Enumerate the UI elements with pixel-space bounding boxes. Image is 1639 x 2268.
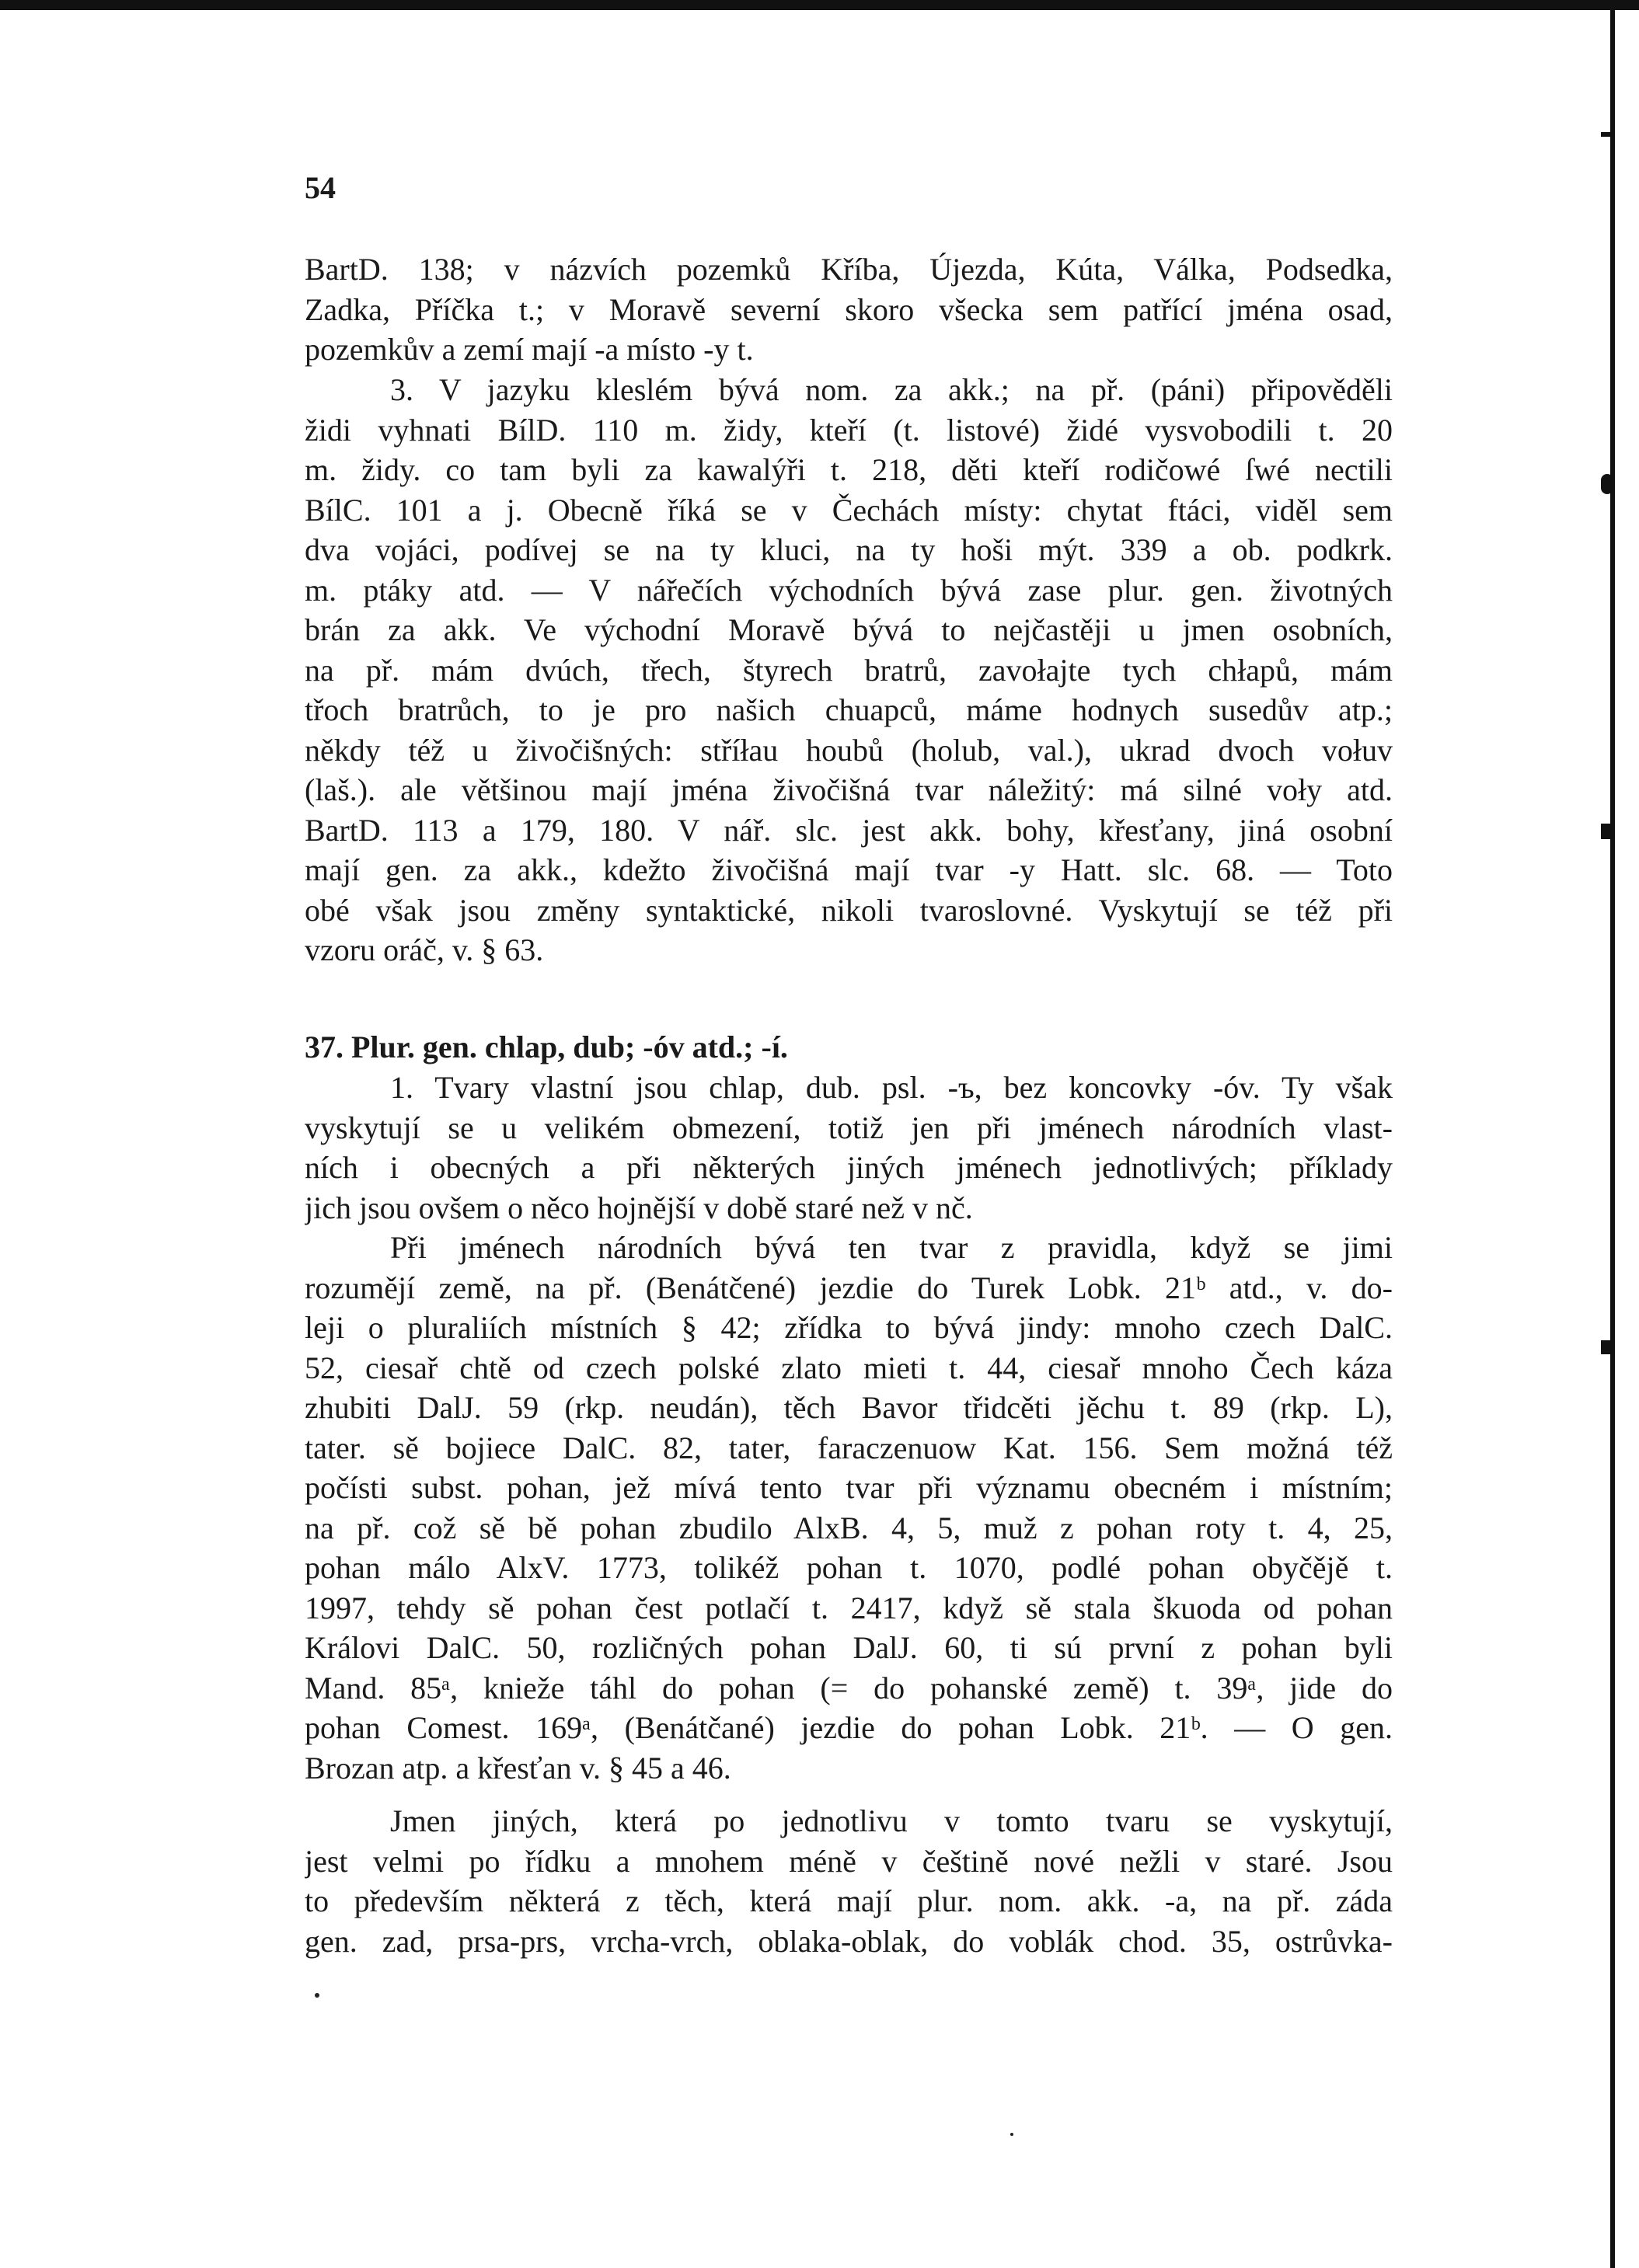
scan-border-tick [1601,132,1612,137]
text-line: (laš.). ale většinou mají jména živočišná tvar náležitý: má silné voły atd. [305,772,1393,807]
text-line: Mand. 85ᵃ, knieže táhl do pohan (= do pohanské země) t. 39ᵃ, jide do [305,1670,1393,1705]
text-line: jest velmi po řídku a mnohem méně v češtině nové nežli v staré. Jsou [305,1843,1393,1879]
text-line: tater. sě bojiece DalC. 82, tater, faraczenuow Kat. 156. Sem možná též [305,1430,1393,1465]
text-line: židi vyhnati BílD. 110 m. židy, kteří (t. listové) židé vysvobodili t. 20 [305,412,1393,448]
text-line: gen. zad, prsa-prs, vrcha-vrch, oblaka-oblak, do voblák chod. 35, ostrůvka- [305,1923,1393,1959]
text-line: brán za akk. Ve východní Moravě bývá to nejčastěji u jmen osobních, [305,612,1393,647]
text-line: m. ptáky atd. — V nářečích východních bývá zase plur. gen. životných [305,572,1393,608]
text-line: zhubiti DalJ. 59 (rkp. neudán), těch Bavor třidcěti jěchu t. 89 (rkp. L), [305,1390,1393,1425]
paragraph-4 [305,1068,1393,1228]
scan-border-tick [1601,1340,1610,1354]
paragraph-6 [305,1801,1393,1961]
text-line: Zadka, Příčka t.; v Moravě severní skoro všecka sem patřící jména osad, [305,291,1393,327]
text-line: 1. Tvary vlastní jsou chlap, dub. psl. -ъ, bez koncovky -óv. Ty však [390,1070,1393,1105]
text-line: někdy též u živočišných: stříłau houbů (holub, val.), ukrad dvoch vołuv [305,732,1393,768]
text-line: leji o pluraliích místních § 42; zřídka to bývá jindy: mnoho czech DalC. [305,1310,1393,1345]
text-line: ních i obecných a při některých jiných jménech jednotlivých; příklady [305,1150,1393,1185]
text-line: mají gen. za akk., kdežto živočišná mají tvar -y Hatt. slc. 68. — Toto [305,852,1393,887]
text-line: to především některá z těch, která mají plur. nom. akk. -a, na př. záda [305,1883,1393,1918]
text-line: pohan Comest. 169ᵃ, (Benátčané) jezdie do pohan Lobk. 21ᵇ. — O gen. [305,1710,1393,1745]
paragraph-1 [305,249,1393,370]
scan-speck [1010,2133,1013,2136]
text-line: na př. mám dvúch, třech, štyrech bratrů, zavołajte tych chłapů, mám [305,652,1393,688]
scan-speck [315,1993,319,1998]
text-line: Jmen jiných, která po jednotlivu v tomto tvaru se vyskytují, [390,1803,1393,1838]
section-heading: 37. Plur. gen. chlap, dub; -óv atd.; -í. [305,1029,788,1064]
text-line: Královi DalC. 50, rozličných pohan DalJ. 60, ti sú první z pohan byli [305,1630,1393,1665]
text-line: BílC. 101 a j. Obecně říká se v Čechách místy: chytat ftáci, viděl sem [305,492,1393,528]
text-line: dva vojáci, podívej se na ty kluci, na ty hoši mýt. 339 a ob. podkrk. [305,532,1393,567]
text-line: rozumějí země, na př. (Benátčené) jezdie do Turek Lobk. 21ᵇ atd., v. do- [305,1270,1393,1305]
text-line: na př. což sě bě pohan zbudilo AlxB. 4, 5, muž z pohan roty t. 4, 25, [305,1510,1393,1545]
scan-top-border [0,0,1639,10]
text-line: 1997, tehdy sě pohan čest potlačí t. 2417, když sě stala škuoda od pohan [305,1590,1393,1625]
text-line: vyskytují se u velikém obmezení, totiž jen při jménech národních vlast- [305,1110,1393,1145]
text-line: pozemkův a zemí mají -a místo -y t. [305,332,754,367]
scan-border-tick [1601,824,1610,839]
section-37-heading-block [305,1027,1393,1068]
text-line: BartD. 138; v názvích pozemků Kříba, Újezda, Kúta, Válka, Podsedka, [305,252,1393,287]
text-line: BartD. 113 a 179, 180. V nář. slc. jest akk. bohy, křesťany, jiná osobní [305,812,1393,848]
scan-right-border [1610,0,1615,2268]
text-line: 3. V jazyku kleslém bývá nom. za akk.; na př. (páni) připověděli [390,372,1393,407]
text-line: 52, ciesař chtě od czech polské zlato mieti t. 44, ciesař mnoho Čech káza [305,1350,1393,1385]
scan-border-tick [1601,474,1613,494]
text-line: Brozan atp. a křesťan v. § 45 a 46. [305,1750,731,1785]
paragraph-5 [305,1228,1393,1788]
text-line: obé však jsou změny syntaktické, nikoli tvaroslovné. Vyskytují se též při [305,892,1393,928]
text-line: třoch bratrůch, to je pro našich chuapců, máme hodnych susedův atp.; [305,692,1393,727]
text-line: jich jsou ovšem o něco hojnější v době staré než v nč. [305,1190,973,1225]
text-line: pohan málo AlxV. 1773, tolikéž pohan t. 1070, podlé pohan obyčějě t. [305,1550,1393,1585]
text-line: Při jménech národních bývá ten tvar z pravidla, když se jimi [390,1230,1393,1265]
text-line: m. židy. co tam byli za kawalýři t. 218, děti kteří rodičowé ſwé nectili [305,452,1393,487]
text-line: počísti subst. pohan, jež mívá tento tvar při významu obecném i místním; [305,1470,1393,1505]
text-line: vzoru oráč, v. § 63. [305,932,544,967]
page-number: 54 [305,170,336,205]
paragraph-2 [305,370,1393,970]
